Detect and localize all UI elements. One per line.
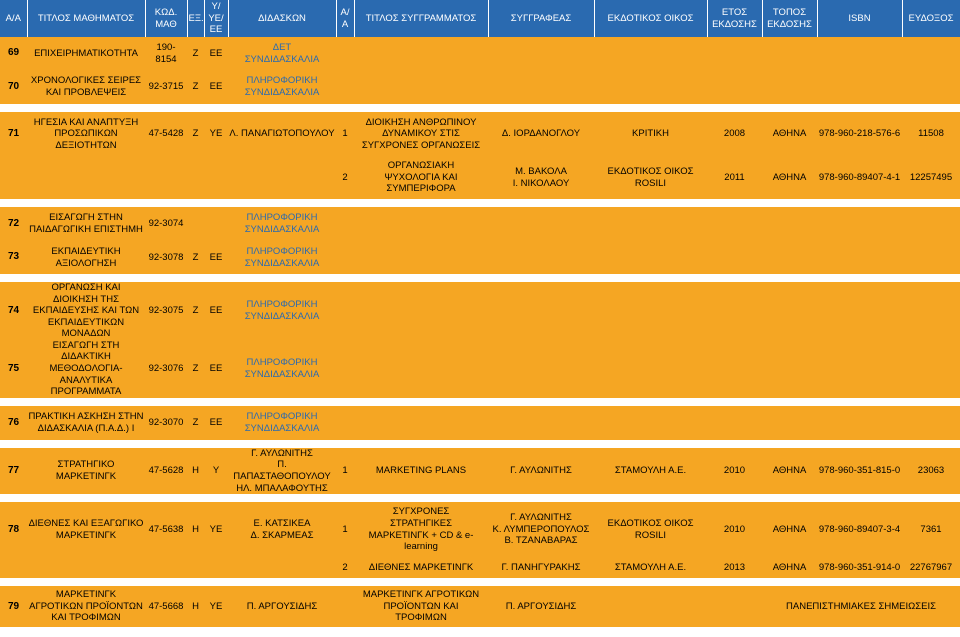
course-title: ΕΚΠΑΙΔΕΥΤΙΚΗ ΑΞΙΟΛΟΓΗΣΗ [27,241,145,274]
row-number: 72 [0,207,27,241]
separator-cell [0,494,960,502]
book-title [354,241,488,274]
place: ΑΘΗΝΑ [762,448,817,494]
teacher: ΠΛΗΡΟΦΟΡΙΚΗ ΣΥΝΔΙΔΑΣΚΑΛΙΑ [228,241,336,274]
book-number: 2 [336,557,354,578]
course-title: ΜΑΡΚΕΤΙΝΓΚ ΑΓΡΟΤΙΚΩΝ ΠΡΟΪΟΝΤΩΝ ΚΑΙ ΤΡΟΦΙΜΩΝ [27,586,145,627]
course-type: ΕΕ [204,70,228,104]
teacher: Π. ΑΡΓΟΥΣΙΔΗΣ [228,586,336,627]
place [762,406,817,440]
book-title [354,340,488,398]
header-isbn: ISBN [817,0,902,37]
place [762,340,817,398]
year [707,340,762,398]
semester: Ζ [187,340,204,398]
course-title [27,557,145,578]
place [762,282,817,340]
course-type: ΕΕ [204,340,228,398]
row-number: 73 [0,241,27,274]
table-row [0,586,960,627]
year [707,70,762,104]
place: ΑΘΗΝΑ [762,156,817,199]
course-type: ΥΕ [204,586,228,627]
row-number: 71 [0,112,27,156]
course-title [27,156,145,199]
table-body [0,37,960,627]
publisher [594,340,707,398]
eudoxus-code: 23063 [902,448,960,494]
year [707,282,762,340]
publisher [594,37,707,70]
table-row [0,406,960,440]
header-year-label: ΕΤΟΣ ΕΚΔΟΣΗΣ [712,6,757,30]
course-type [204,156,228,199]
table-row [0,207,960,241]
publisher [594,282,707,340]
semester [187,156,204,199]
isbn [817,37,902,70]
header-book-aa [336,0,354,37]
course-type: ΕΕ [204,37,228,70]
author [488,37,594,70]
table-row [0,282,960,340]
publisher: ΕΚΔΟΤΙΚΟΣ ΟΙΚΟΣ ROSILI [594,156,707,199]
header-publisher: ΕΚΔΟΤΙΚΟΣ ΟΙΚΟΣ [594,0,707,37]
semester: Ζ [187,241,204,274]
eudoxus-code [902,37,960,70]
book-number: 1 [336,502,354,557]
semester: Ζ [187,37,204,70]
book-title: ΜΑΡΚΕΤΙΝΓΚ ΑΓΡΟΤΙΚΩΝ ΠΡΟΪΟΝΤΩΝ ΚΑΙ ΤΡΟΦΙΜΩΝ [354,586,488,627]
isbn: 978-960-89407-4-1 [817,156,902,199]
teacher: ΠΛΗΡΟΦΟΡΙΚΗ ΣΥΝΔΙΔΑΣΚΑΛΙΑ [228,282,336,340]
header-place-label: ΤΟΠΟΣ ΕΚΔΟΣΗΣ [767,6,812,30]
header-course-title: ΤΙΤΛΟΣ ΜΑΘΗΜΑΤΟΣ [27,0,145,37]
book-number [336,282,354,340]
header-place [762,0,817,37]
table-row [0,448,960,494]
publisher: ΕΚΔΟΤΙΚΟΣ ΟΙΚΟΣ ROSILI [594,502,707,557]
header-code [145,0,187,37]
course-type: ΥΕ [204,112,228,156]
author: Γ. ΑΥΛΩΝΙΤΗΣ [488,448,594,494]
teacher: Γ. ΑΥΛΩΝΙΤΗΣ Π. ΠΑΠΑΣΤΑΘΟΠΟΥΛΟΥ ΗΛ. ΜΠΑΛΑΦΟΥΤΗΣ [228,448,336,494]
course-code: 92-3078 [145,241,187,274]
semester: Η [187,502,204,557]
book-number [336,37,354,70]
publisher [594,70,707,104]
header-eudoxus: ΕΥΔΟΞΟΣ [902,0,960,37]
year [707,207,762,241]
teacher: ΠΛΗΡΟΦΟΡΙΚΗ ΣΥΝΔΙΔΑΣΚΑΛΙΑ [228,406,336,440]
year [707,406,762,440]
semester: Η [187,448,204,494]
table-row [0,37,960,70]
row-number: 69 [0,37,27,70]
course-code: 47-5428 [145,112,187,156]
semester: Ζ [187,112,204,156]
table-row [0,340,960,398]
table-row [0,156,960,199]
header-teacher: ΔΙΔΑΣΚΩΝ [228,0,336,37]
place [762,241,817,274]
publisher: ΣΤΑΜΟΥΛΗ Α.Ε. [594,557,707,578]
year [707,241,762,274]
book-title [354,406,488,440]
book-title: ΣΥΓΧΡΟΝΕΣ ΣΤΡΑΤΗΓΙΚΕΣ ΜΑΡΚΕΤΙΝΓΚ + CD & e- learning [354,502,488,557]
publisher [594,406,707,440]
row-separator [0,578,960,586]
isbn [817,406,902,440]
year: 2011 [707,156,762,199]
author: Γ. ΑΥΛΩΝΙΤΗΣ Κ. ΛΥΜΠΕΡΟΠΟΥΛΟΣ Β. ΤΖΑΝΑΒΑΡΑΣ [488,502,594,557]
publisher [594,586,707,627]
book-title: ΔΙΟΙΚΗΣΗ ΑΝΘΡΩΠΙΝΟΥ ΔΥΝΑΜΙΚΟΥ ΣΤΙΣ ΣΥΓΧΡΟΝΕΣ ΟΡΓΑΝΩΣΕΙΣ [354,112,488,156]
course-title: ΔΙΕΘΝΕΣ ΚΑΙ ΕΞΑΓΩΓΙΚΟ ΜΑΡΚΕΤΙΝΓΚ [27,502,145,557]
course-title: ΕΙΣΑΓΩΓΗ ΣΤΗΝ ΠΑΙΔΑΓΩΓΙΚΗ ΕΠΙΣΤΗΜΗ [27,207,145,241]
row-separator [0,104,960,112]
row-separator [0,398,960,406]
eudoxus-code: 22767967 [902,557,960,578]
header-book-title: ΤΙΤΛΟΣ ΣΥΓΓΡΑΜΜΑΤΟΣ [354,0,488,37]
publisher [594,241,707,274]
course-type [204,207,228,241]
isbn [817,340,902,398]
year: 2008 [707,112,762,156]
isbn: 978-960-218-576-6 [817,112,902,156]
row-separator [0,199,960,207]
author: Π. ΑΡΓΟΥΣΙΔΗΣ [488,586,594,627]
course-code: 92-3074 [145,207,187,241]
author: Δ. ΙΟΡΔΑΝΟΓΛΟΥ [488,112,594,156]
teacher: Ε. ΚΑΤΣΙΚΕΑ Δ. ΣΚΑΡΜΕΑΣ [228,502,336,557]
publisher: ΚΡΙΤΙΚΗ [594,112,707,156]
place [762,37,817,70]
place: ΑΘΗΝΑ [762,502,817,557]
course-code [145,156,187,199]
course-code: 47-5668 [145,586,187,627]
author [488,70,594,104]
header-year [707,0,762,37]
course-code: 92-3070 [145,406,187,440]
separator-cell [0,104,960,112]
book-title [354,37,488,70]
author: Γ. ΠΑΝΗΓΥΡΑΚΗΣ [488,557,594,578]
course-title: ΧΡΟΝΟΛΟΓΙΚΕΣ ΣΕΙΡΕΣ ΚΑΙ ΠΡΟΒΛΕΨΕΙΣ [27,70,145,104]
author [488,282,594,340]
eudoxus-code [902,207,960,241]
eudoxus-code [902,241,960,274]
place: ΑΘΗΝΑ [762,112,817,156]
place [762,207,817,241]
separator-cell [0,398,960,406]
year: 2010 [707,448,762,494]
course-code: 92-3075 [145,282,187,340]
semester: Ζ [187,70,204,104]
separator-cell [0,199,960,207]
semester [187,557,204,578]
row-number [0,156,27,199]
eudoxus-code [902,282,960,340]
header-type [204,0,228,37]
row-number: 79 [0,586,27,627]
year: 2010 [707,502,762,557]
eudoxus-code [902,340,960,398]
course-title: ΟΡΓΑΝΩΣΗ ΚΑΙ ΔΙΟΙΚΗΣΗ ΤΗΣ ΕΚΠΑΙΔΕΥΣΗΣ ΚΑΙ ΤΩΝ ΕΚΠΑΙΔΕΥΤΙΚΩΝ ΜΟΝΑΔΩΝ [27,282,145,340]
book-title [354,70,488,104]
row-number: 76 [0,406,27,440]
book-number: 1 [336,112,354,156]
year [707,37,762,70]
row-number: 78 [0,502,27,557]
book-number [336,70,354,104]
eudoxus-code [902,406,960,440]
author [488,207,594,241]
course-type: ΕΕ [204,282,228,340]
book-number: 2 [336,156,354,199]
course-code: 190- 8154 [145,37,187,70]
book-number [336,586,354,627]
isbn: 978-960-89407-3-4 [817,502,902,557]
teacher: ΔΕΤ ΣΥΝΔΙΔΑΣΚΑΛΙΑ [228,37,336,70]
book-number [336,207,354,241]
book-title: ΟΡΓΑΝΩΣΙΑΚΗ ΨΥΧΟΛΟΓΙΑ ΚΑΙ ΣΥΜΠΕΡΙΦΟΡΑ [354,156,488,199]
course-title: ΕΠΙΧΕΙΡΗΜΑΤΙΚΟΤΗΤΑ [27,37,145,70]
book-title [354,207,488,241]
place: ΠΑΝΕΠΙΣΤΗΜΙΑΚΕΣ ΣΗΜΕΙΩΣΕΙΣ [762,586,960,627]
teacher: Λ. ΠΑΝΑΓΙΩΤΟΠΟΥΛΟΥ [228,112,336,156]
isbn [817,70,902,104]
course-code: 47-5628 [145,448,187,494]
author [488,406,594,440]
teacher [228,156,336,199]
book-number: 1 [336,448,354,494]
separator-cell [0,578,960,586]
row-number: 77 [0,448,27,494]
year: 2013 [707,557,762,578]
course-code [145,557,187,578]
course-type: ΕΕ [204,406,228,440]
eudoxus-code [902,70,960,104]
place [762,70,817,104]
course-type: ΕΕ [204,241,228,274]
course-type [204,557,228,578]
table-row [0,557,960,578]
course-title: ΕΙΣΑΓΩΓΗ ΣΤΗ ΔΙΔΑΚΤΙΚΗ ΜΕΘΟΔΟΛΟΓΙΑ- ΑΝΑΛΥΤΙΚΑ ΠΡΟΓΡΑΜΜΑΤΑ [27,340,145,398]
header-type-label: Υ/ ΥΕ/ ΕΕ [208,1,224,36]
header-code-label: ΚΩΔ. ΜΑΘ [154,6,178,30]
teacher: ΠΛΗΡΟΦΟΡΙΚΗ ΣΥΝΔΙΔΑΣΚΑΛΙΑ [228,340,336,398]
row-separator [0,494,960,502]
separator-cell [0,440,960,448]
author: Μ. ΒΑΚΟΛΑ Ι. ΝΙΚΟΛΑΟΥ [488,156,594,199]
course-type: ΥΕ [204,502,228,557]
eudoxus-code: 7361 [902,502,960,557]
table-row [0,502,960,557]
place: ΑΘΗΝΑ [762,557,817,578]
semester: Η [187,586,204,627]
row-number: 74 [0,282,27,340]
table-row [0,70,960,104]
author [488,340,594,398]
header-author: ΣΥΓΓΡΑΦΕΑΣ [488,0,594,37]
publisher: ΣΤΑΜΟΥΛΗ Α.Ε. [594,448,707,494]
course-code: 92-3715 [145,70,187,104]
separator-cell [0,274,960,282]
isbn: 978-960-351-815-0 [817,448,902,494]
semester [187,207,204,241]
isbn [817,207,902,241]
course-title: ΗΓΕΣΙΑ ΚΑΙ ΑΝΑΠΤΥΞΗ ΠΡΟΣΩΠΙΚΩΝ ΔΕΞΙΟΤΗΤΩΝ [27,112,145,156]
course-title: ΣΤΡΑΤΗΓΙΚΟ ΜΑΡΚΕΤΙΝΓΚ [27,448,145,494]
book-number [336,406,354,440]
header-semester: ΕΞ. [187,0,204,37]
book-number [336,340,354,398]
author [488,241,594,274]
course-code: 92-3076 [145,340,187,398]
semester: Ζ [187,282,204,340]
semester: Ζ [187,406,204,440]
book-title [354,282,488,340]
publisher [594,207,707,241]
course-type: Υ [204,448,228,494]
teacher [228,557,336,578]
row-separator [0,274,960,282]
table-row [0,241,960,274]
teacher: ΠΛΗΡΟΦΟΡΙΚΗ ΣΥΝΔΙΔΑΣΚΑΛΙΑ [228,207,336,241]
isbn [817,241,902,274]
row-separator [0,440,960,448]
table-row [0,112,960,156]
row-number: 75 [0,340,27,398]
isbn [817,282,902,340]
row-number: 70 [0,70,27,104]
year [707,586,762,627]
header-row [0,0,960,37]
course-title: ΠΡΑΚΤΙΚΗ ΑΣΚΗΣΗ ΣΤΗΝ ΔΙΔΑΣΚΑΛΙΑ (Π.Α.Δ.) Ι [27,406,145,440]
book-title: ΔΙΕΘΝΕΣ ΜΑΡΚΕΤΙΝΓΚ [354,557,488,578]
book-title: MARKETING PLANS [354,448,488,494]
header-book-aa-label: Α/ Α [340,6,350,30]
eudoxus-code: 12257495 [902,156,960,199]
isbn: 978-960-351-914-0 [817,557,902,578]
teacher: ΠΛΗΡΟΦΟΡΙΚΗ ΣΥΝΔΙΔΑΣΚΑΛΙΑ [228,70,336,104]
course-code: 47-5638 [145,502,187,557]
row-number [0,557,27,578]
book-number [336,241,354,274]
eudoxus-code: 11508 [902,112,960,156]
header-aa: Α/Α [0,0,27,37]
